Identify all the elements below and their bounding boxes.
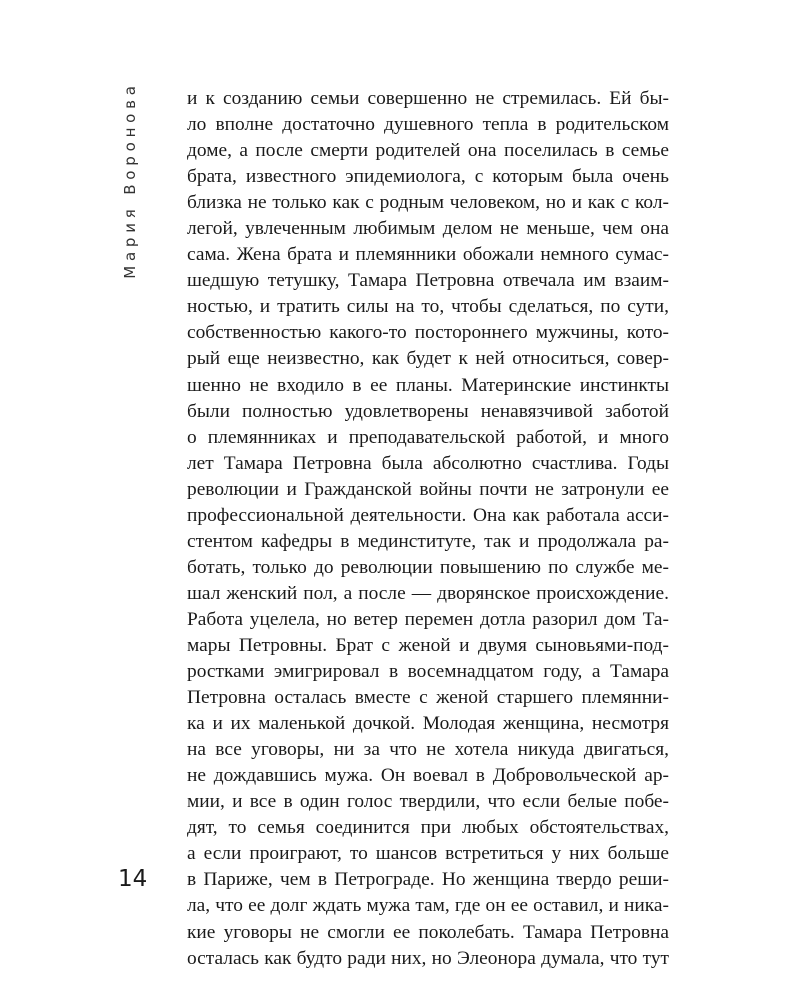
text-line: ностью, и тратить силы на то, чтобы сделаться, по сути, [187, 296, 669, 318]
text-line: Работа уцелела, но ветер перемен дотла разорил дом Та- [187, 608, 669, 630]
text-line: брата, известного эпидемиолога, с которым была очень [187, 166, 669, 188]
text-line: были полностью удовлетворены ненавязчивой заботой [187, 400, 669, 422]
text-line: революции и Гражданской войны почти не затронули ее [187, 478, 669, 500]
text-line: ростками эмигрировал в восемнадцатом году, а Тамара [187, 661, 669, 683]
text-line: шенно не входило в ее планы. Материнские инстинкты [187, 374, 669, 396]
running-head-author: Мария Воронова [121, 81, 139, 279]
text-line: мии, и все в один голос твердили, что если белые побе- [187, 791, 669, 813]
text-line: собственностью какого-то постороннего мужчины, кото- [187, 322, 669, 344]
text-line: рый еще неизвестно, как будет к ней относиться, совер- [187, 348, 669, 370]
text-line: шедшую тетушку, Тамара Петровна отвечала им взаим- [187, 270, 669, 292]
text-line: в Париже, чем в Петрограде. Но женщина твердо реши- [187, 869, 669, 891]
text-line: осталась как будто ради них, но Элеонора думала, что тут [187, 947, 669, 969]
text-line: ло вполне достаточно душевного тепла в родительском [187, 114, 669, 136]
text-line: ка и их маленькой дочкой. Молодая женщина, несмотря [187, 713, 669, 735]
text-line: доме, а после смерти родителей она поселилась в семье [187, 140, 669, 162]
text-line: профессиональной деятельности. Она как работала асси- [187, 504, 669, 526]
text-line: Петровна осталась вместе с женой старшего племянни- [187, 687, 669, 709]
text-line: мары Петровны. Брат с женой и двумя сыновьями-под- [187, 634, 669, 656]
text-line: о племянниках и преподавательской работой, и много [187, 426, 669, 448]
running-head [115, 81, 145, 279]
text-line: ботать, только до революции повышению по службе ме- [187, 556, 669, 578]
text-line: легой, увлеченным любимым делом не меньше, чем она [187, 218, 669, 240]
text-line: стентом кафедры в мединституте, так и продолжала ра- [187, 530, 669, 552]
text-line: близка не только как с родным человеком, но и как с кол- [187, 192, 669, 214]
text-line: лет Тамара Петровна была абсолютно счастлива. Годы [187, 452, 669, 474]
text-line: дят, то семья соединится при любых обстоятельствах, [187, 817, 669, 839]
text-line: не дождавшись мужа. Он воевал в Добровольческой ар- [187, 765, 669, 787]
text-line: шал женский пол, а после — дворянское происхождение. [187, 582, 669, 604]
text-line: кие уговоры не смогли ее поколебать. Тамара Петровна [187, 921, 669, 943]
page-number: 14 [118, 866, 148, 892]
text-line: и к созданию семьи совершенно не стремилась. Ей бы- [187, 88, 669, 109]
text-line: а если проиграют, то шансов встретиться у них больше [187, 843, 669, 865]
text-line: на все уговоры, ни за что не хотела никуда двигаться, [187, 739, 669, 761]
text-line: ла, что ее долг ждать мужа там, где он ее оставил, и ника- [187, 895, 669, 917]
text-line: сама. Жена брата и племянники обожали немного сумас- [187, 244, 669, 266]
body-text [187, 86, 669, 972]
